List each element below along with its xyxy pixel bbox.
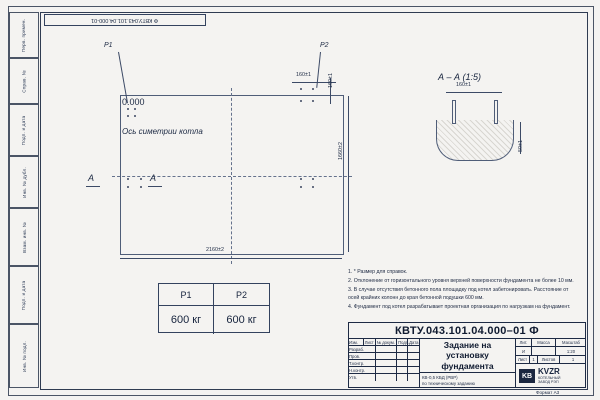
note-2: 2. Отклонение от горизонтального уровня верхней поверхности фундамента не более 10 мм. (348, 278, 574, 285)
drawing-title-line-3: фундамента (441, 360, 494, 371)
dim-height: 1660±2 (338, 142, 344, 160)
logo-sub-2: ЗАВОД РЭП (538, 380, 559, 384)
margin-label-5: Подп. и дата (21, 280, 27, 310)
sheet-label: Лист (516, 356, 530, 364)
revision-date-0 (408, 346, 419, 352)
drawing-subtitle-line-1: КВ-0,5 КБД (РВР) (422, 374, 458, 380)
dim-top: 160±1 (296, 72, 311, 78)
revision-row-2 (348, 360, 419, 367)
margin-cell-6 (9, 324, 39, 388)
revision-name-4 (376, 374, 398, 381)
revision-name-3 (376, 367, 398, 373)
revision-role-3: Н.контр. (348, 367, 376, 373)
revision-col-data: Дата (409, 339, 419, 345)
section-arrow-right (148, 186, 162, 187)
revision-role-2: Т.контр. (348, 360, 376, 366)
revision-sign-3 (397, 367, 408, 373)
dim-line-height (348, 96, 349, 252)
revision-date-2 (408, 360, 419, 366)
revision-date-4 (408, 374, 419, 381)
revision-role-0: Разраб. (348, 346, 376, 352)
revision-sign-0 (397, 346, 408, 352)
drawing-subtitle (420, 373, 516, 388)
revision-name-1 (376, 353, 398, 359)
right-value-mass (532, 347, 556, 356)
dim-line-width (120, 258, 342, 259)
note-3: 3. В случае отсутствия бетонного пола площадку под котел забетонировать. Расстояние от осей крайних колонн до края бетонной подушки 600 мм. (348, 287, 569, 302)
right-value-row (516, 347, 586, 356)
revision-sign-4 (397, 374, 408, 381)
plan-center-line-horizontal (112, 176, 352, 177)
revision-role-4: Утв. (348, 374, 376, 381)
label-elevation: 0.000 (122, 97, 145, 107)
load-table-value-p2: 600 кг (226, 314, 257, 326)
right-value-lit: И (516, 347, 532, 356)
drawing-subtitle-line-2: по техническому заданию (422, 380, 475, 386)
load-table-value-p1: 600 кг (159, 306, 214, 334)
logo-mark-icon: KB (519, 369, 535, 383)
section-title: А – А (1:5) (438, 72, 482, 82)
margin-cell-4 (9, 208, 39, 266)
margin-label-4: Взам. инв. № (21, 221, 27, 253)
drawing-title-line-1: Задание на (443, 339, 492, 350)
drawing-title-line-2: установку (446, 350, 489, 361)
revision-row-1 (348, 353, 419, 360)
label-boiler-axis: Ось симетрии котла (122, 127, 203, 136)
logo-name: KVZR (538, 366, 560, 376)
margin-cell-5 (9, 266, 39, 324)
label-p2: Р2 (320, 42, 329, 49)
revision-sign-1 (397, 353, 408, 359)
margin-label-1: Справ. № (21, 69, 27, 93)
dim-width: 2160±2 (206, 247, 224, 253)
revision-date-1 (408, 353, 419, 359)
margin-cell-3 (9, 156, 39, 208)
load-table-header-p1: Р1 (159, 284, 214, 306)
revision-col-list: Лист (364, 339, 374, 345)
margin-label-3: Инв. № дубл. (21, 166, 27, 198)
revision-row-4 (348, 374, 419, 381)
sheet-value: 1 (530, 356, 538, 364)
note-1: 1. * Размер для справок. (348, 269, 408, 275)
sheets-value: 1 (560, 356, 586, 364)
margin-label-0: Перв. примен. (21, 18, 27, 52)
revision-row-3 (348, 367, 419, 374)
right-col-scale: Масштаб (556, 339, 586, 347)
drawing-title (420, 339, 516, 373)
format-label: Формат А3 (536, 390, 560, 395)
revision-row-0 (348, 346, 419, 353)
sheets-label: Листов (538, 356, 560, 364)
section-foundation-body (436, 120, 514, 161)
notes-block (348, 268, 580, 312)
revision-header-row (348, 339, 419, 346)
section-dim-depth: 50±1 (518, 140, 524, 152)
logo-sub-1: КОТЕЛЬНЫЙ (538, 375, 561, 380)
right-col-lit: Лит. (516, 339, 532, 347)
section-arrow-left (86, 186, 100, 187)
title-block-revision-table (348, 339, 420, 388)
drawing-code: КВТУ.043.101.04.000–01 Ф (348, 322, 586, 339)
section-mark-right: А (150, 173, 157, 183)
right-sheet-row (516, 356, 586, 364)
right-header-row (516, 339, 586, 347)
top-title-text: Ф КВТУ.043.101.04.000-01 (91, 17, 159, 23)
revision-sign-2 (397, 360, 408, 366)
margin-label-2: Подп. и дата (21, 115, 27, 145)
section-dim-width: 160±1 (456, 82, 471, 88)
load-table (158, 283, 270, 333)
top-title-block (44, 14, 206, 26)
load-table-header-p2: Р2 (214, 284, 269, 306)
revision-col-izm: Изм. (348, 339, 364, 345)
section-mark-left: А (88, 173, 95, 183)
margin-cell-2 (9, 104, 39, 156)
section-dim-line-width (446, 92, 502, 93)
revision-col-docnum: № докум. (376, 339, 398, 345)
anchor-bolt-right (494, 100, 498, 124)
revision-col-podp: Подп. (398, 339, 410, 345)
margin-cell-1 (9, 58, 39, 104)
label-p1: Р1 (104, 42, 113, 49)
right-col-mass: Масса (532, 339, 556, 347)
note-4: 4. Фундамент под котел разрабатывает проектная организация по нагрузкам на фундамент. (348, 304, 571, 311)
revision-role-1: Пров. (348, 353, 376, 359)
revision-date-3 (408, 367, 419, 373)
anchor-bolt-left (452, 100, 456, 124)
right-value-scale: 1:20 (556, 347, 586, 356)
revision-name-0 (376, 346, 398, 352)
revision-name-2 (376, 360, 398, 366)
company-logo (516, 364, 586, 388)
margin-cell-0 (9, 12, 39, 58)
margin-label-6: Инв. № подл. (21, 340, 27, 372)
dim-side: 160±1 (328, 73, 334, 88)
